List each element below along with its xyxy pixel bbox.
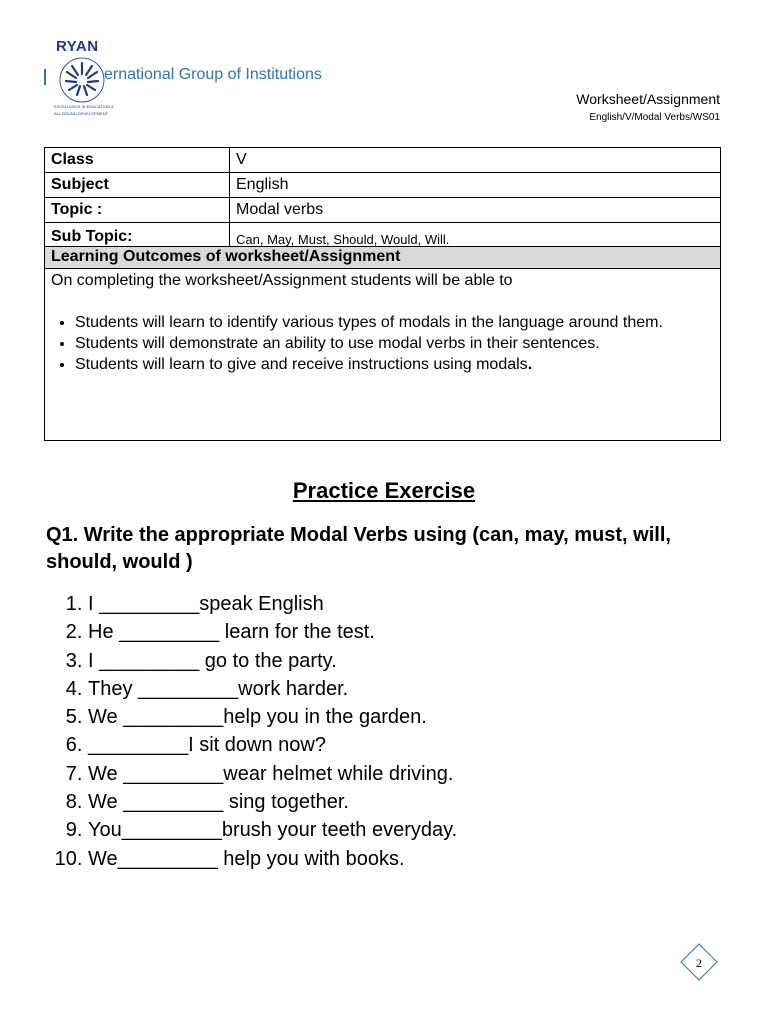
- sun-emblem-icon: [54, 54, 110, 104]
- exercise-list: [46, 590, 457, 873]
- list-item: 5. We _________help you in the garden.: [88, 703, 457, 731]
- list-item-period: .: [527, 356, 533, 373]
- page-number: 2: [696, 956, 702, 970]
- list-item: [75, 354, 720, 375]
- info-table: [44, 147, 721, 252]
- topic-value: Modal verbs: [230, 198, 721, 223]
- list-item: 6. _________I sit down now?: [88, 731, 457, 759]
- list-item: • Students will learn to identify various types of modals in the language around them.: [75, 312, 720, 333]
- list-item: 9. You_________brush your teeth everyday.: [88, 816, 457, 844]
- learning-outcomes-box: [44, 246, 721, 441]
- learning-outcomes-intro: On completing the worksheet/Assignment students will be able to: [51, 272, 513, 289]
- logo-tagline: EXCELLENCE IN EDUCATION &: [54, 104, 114, 109]
- logo-tagline-2: ALL ROUND DEVELOPMENT: [54, 111, 109, 116]
- list-item: • Students will demonstrate an ability to use modal verbs in their sentences.: [75, 333, 720, 354]
- subtopic-value: Can, May, Must, Should, Would, Will.: [230, 223, 721, 252]
- list-item: 4. They _________work harder.: [88, 675, 457, 703]
- list-item: 8. We _________ sing together.: [88, 788, 457, 816]
- list-item: 3. I _________ go to the party.: [88, 647, 457, 675]
- logo-text: RYAN: [56, 38, 99, 55]
- list-item-text: Students will learn to give and receive instructions using modals: [75, 356, 528, 373]
- subject-label: Subject: [45, 173, 230, 198]
- table-row: [45, 173, 721, 198]
- page-number-badge: [679, 942, 719, 982]
- class-label: Class: [45, 148, 230, 173]
- table-row: [45, 148, 721, 173]
- list-item: 2. He _________ learn for the test.: [88, 618, 457, 646]
- question-1: Q1. Write the appropriate Modal Verbs using (can, may, must, will, should, would ): [46, 524, 671, 573]
- worksheet-title: Worksheet/Assignment: [576, 91, 720, 107]
- class-value: V: [230, 148, 721, 173]
- subject-value: English: [230, 173, 721, 198]
- list-item: 10. We_________ help you with books.: [88, 845, 457, 873]
- subtopic-label: Sub Topic:: [45, 223, 230, 252]
- org-name-bar: [44, 69, 46, 85]
- topic-label: Topic :: [45, 198, 230, 223]
- table-row: [45, 198, 721, 223]
- list-item: 1. I _________speak English: [88, 590, 457, 618]
- learning-outcomes-list: [45, 312, 720, 375]
- list-item: 7. We _________wear helmet while driving.: [88, 760, 457, 788]
- practice-title: Practice Exercise: [292, 478, 476, 503]
- learning-outcomes-heading: Learning Outcomes of worksheet/Assignment: [45, 247, 720, 269]
- org-name: ernational Group of Institutions: [104, 66, 322, 83]
- worksheet-code: English/V/Modal Verbs/WS01: [589, 112, 720, 123]
